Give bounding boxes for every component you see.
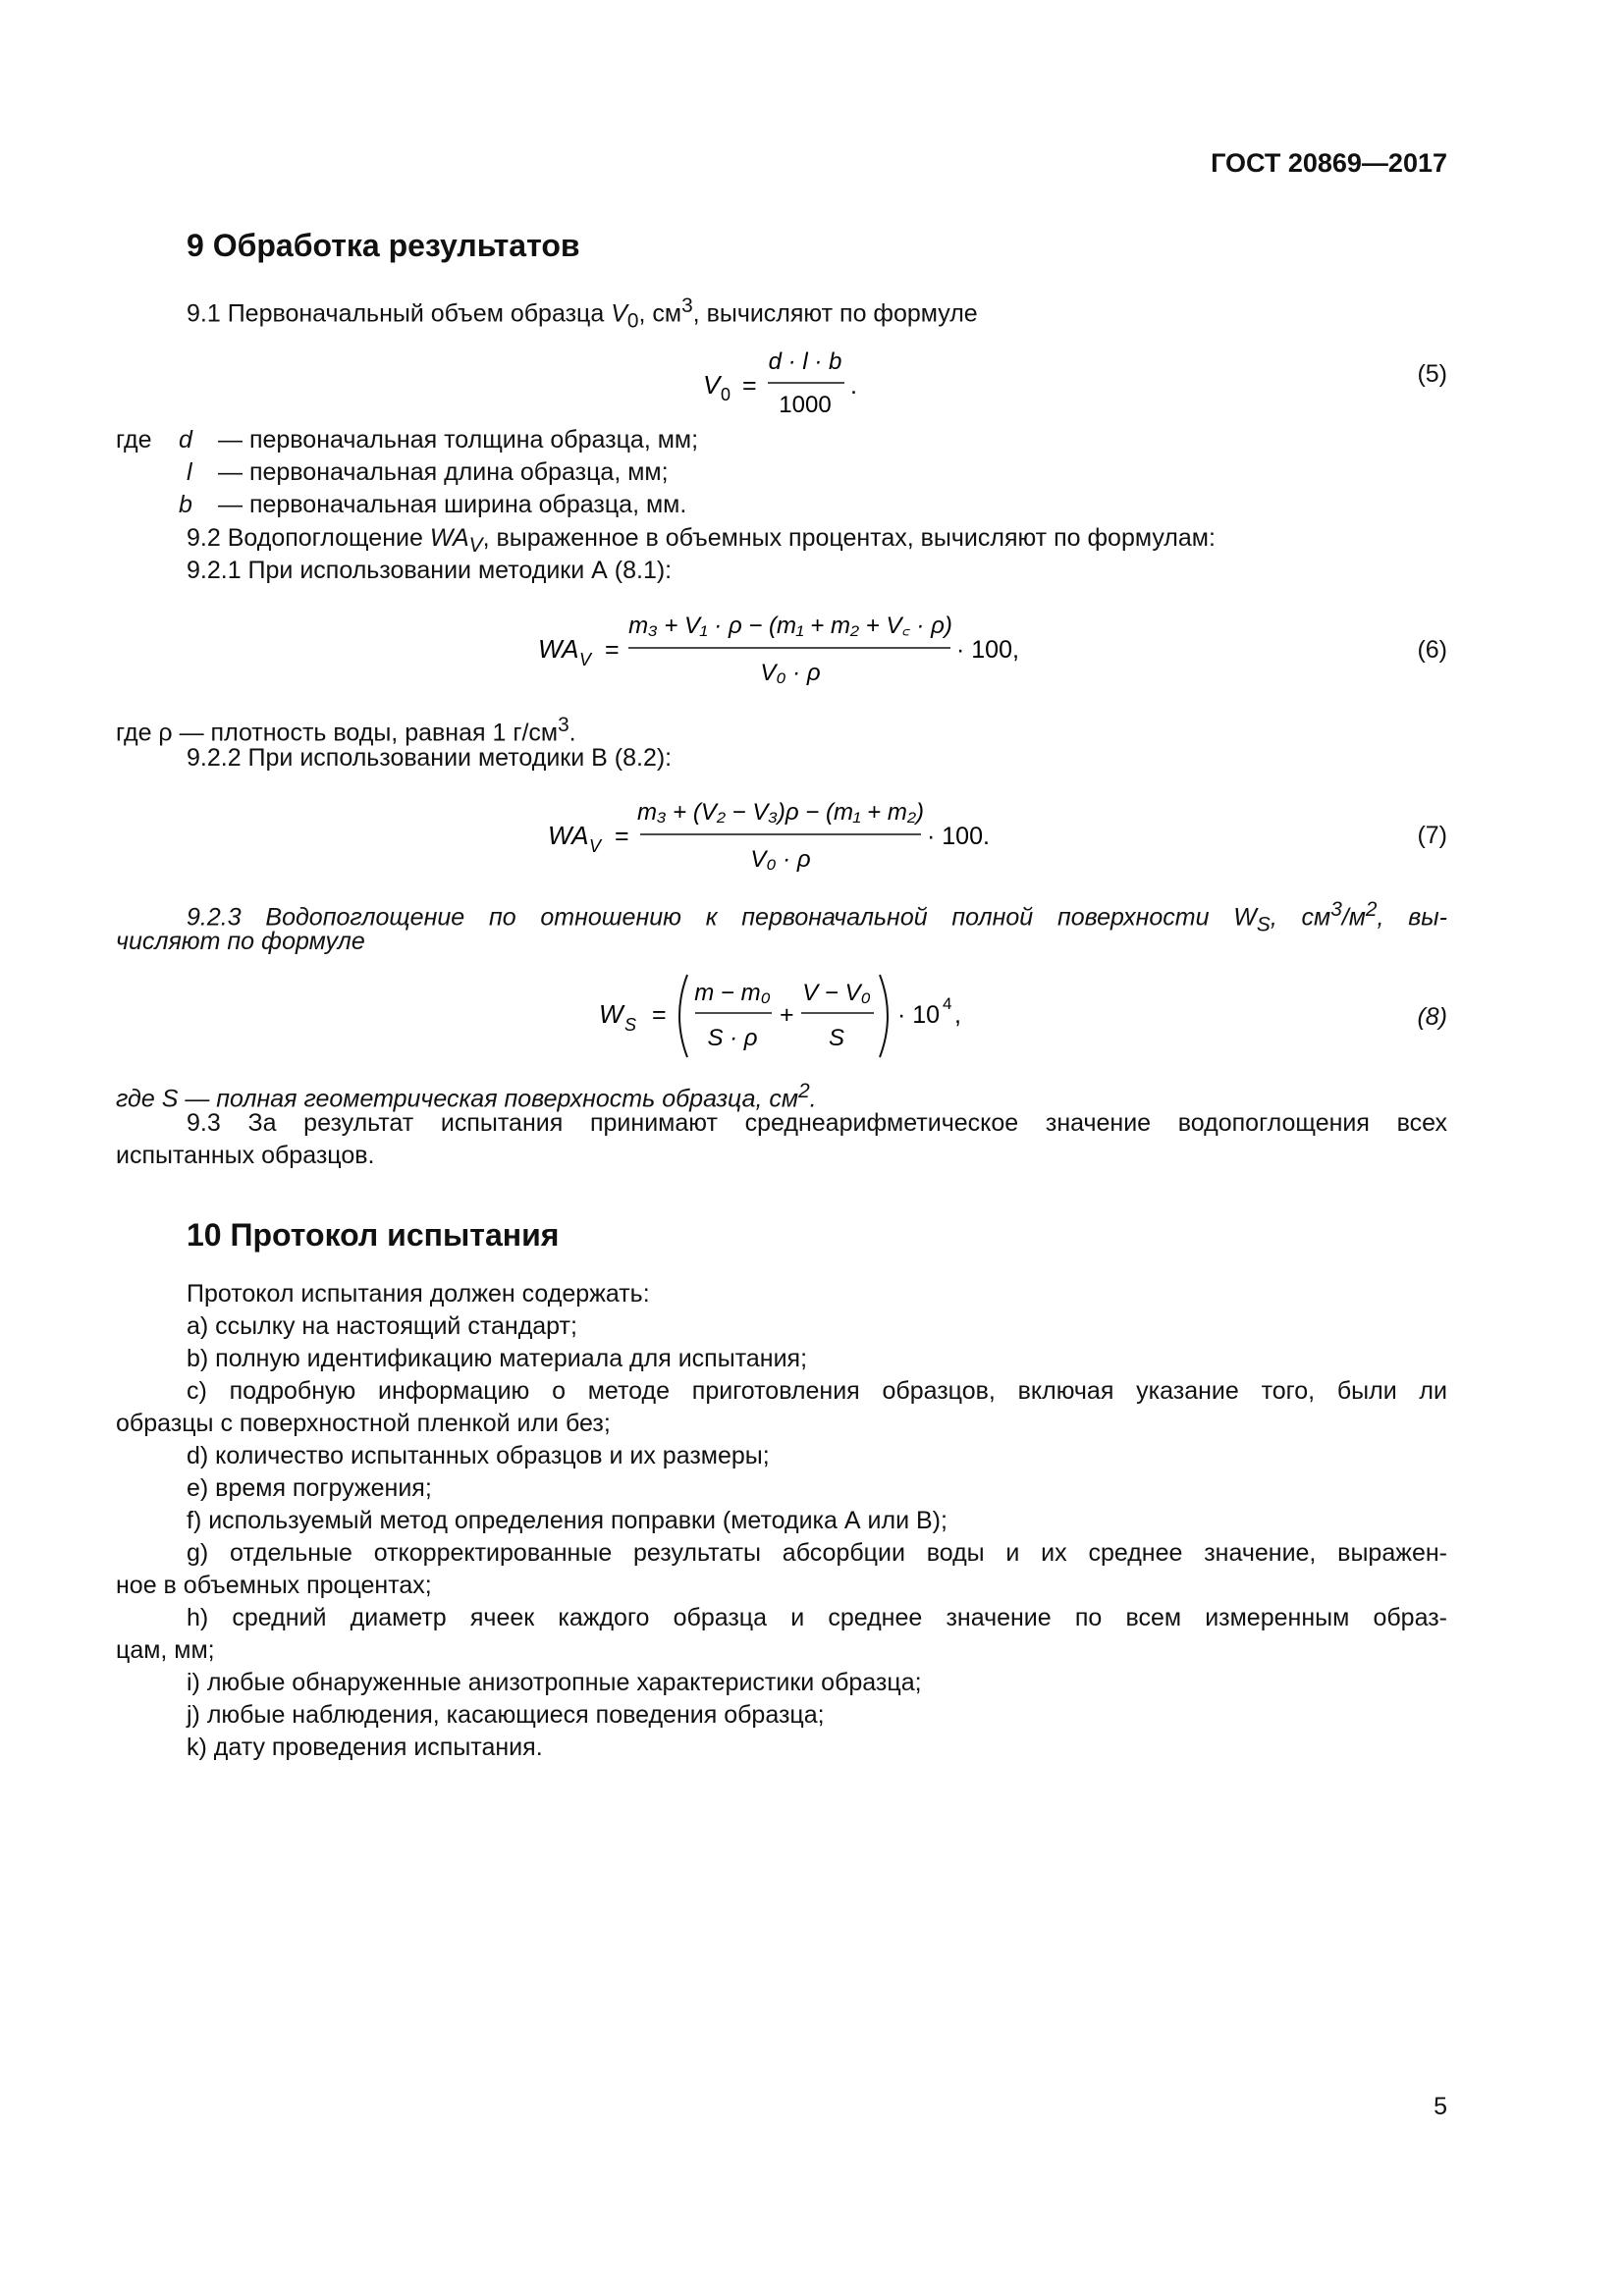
page-number: 5 xyxy=(1434,2093,1447,2120)
protocol-item-f: f) используемый метод определения поправки (методика А или В); xyxy=(187,1507,947,1534)
formula-8-numerator-2: V − V₀ xyxy=(802,980,871,1006)
formula-6-equals: = xyxy=(605,636,620,664)
paragraph-9-1: 9.1 Первоначальный объем образца $V_0$, $см^3$, вычисляют по формуле xyxy=(187,294,978,333)
formula-8 xyxy=(589,967,982,1065)
formula-7-numerator: m₃ + (V₂ − V₃)ρ − (m₁ + m₂) xyxy=(636,799,925,826)
formula-7-tail: · 100. xyxy=(927,823,990,850)
formula-8-denominator-2: S xyxy=(828,1025,845,1051)
where-5-text-l: — первоначальная длина образца, мм; xyxy=(218,458,669,486)
protocol-item-a: a) ссылку на настоящий стандарт; xyxy=(187,1312,577,1340)
formula-5-tail: . xyxy=(850,372,857,400)
section-10-title: 10 Протокол испытания xyxy=(187,1217,560,1253)
where-5-var-d: d xyxy=(179,426,192,454)
formula-8-lhs-sub: S xyxy=(624,1015,637,1035)
paragraph-9-3-line-1: 9.3 За результат испытания принимают среднеарифметическое значение водопоглощения всех xyxy=(187,1109,1447,1137)
formula-5 xyxy=(687,344,943,422)
formula-8-denominator-1: S · ρ xyxy=(707,1025,758,1051)
formula-8-tail: · 10 xyxy=(897,1001,941,1029)
where-6-rho: где ρ — плотность воды, равная 1 $г/см^3$. xyxy=(116,714,576,747)
formula-8-left-paren xyxy=(679,975,687,1057)
formula-7-lhs: WA xyxy=(548,821,589,850)
formula-5-equals: = xyxy=(742,372,757,400)
protocol-item-c-line-1: c) подробную информацию о методе приготовления образцов, включая указание того, были ли xyxy=(187,1377,1447,1405)
where-8-s: где S — полная геометрическая поверхность образца, $см^2$. xyxy=(116,1080,817,1113)
formula-6-lhs: WA xyxy=(538,634,579,664)
protocol-item-h-line-1: h) средний диаметр ячеек каждого образца и среднее значение по всем измеренным образ- xyxy=(187,1604,1447,1631)
protocol-item-d: d) количество испытанных образцов и их размеры; xyxy=(187,1442,770,1469)
protocol-intro: Протокол испытания должен содержать: xyxy=(187,1280,650,1308)
formula-6 xyxy=(530,604,1041,692)
equation-number-6: (6) xyxy=(1417,636,1447,664)
paragraph-9-2-3-line-1: 9.2.3 Водопоглощение по отношению к первоначальной полной поверхности $W_S$, $см^3/м^2$, вы- xyxy=(187,898,1447,936)
protocol-item-j: j) любые наблюдения, касающиеся поведения образца; xyxy=(187,1701,825,1729)
equation-number-8: (8) xyxy=(1417,1003,1447,1031)
protocol-item-g-line-2: ное в объемных процентах; xyxy=(116,1572,432,1599)
formula-8-exponent: 4 xyxy=(943,994,952,1013)
section-9-title: 9 Обработка результатов xyxy=(187,228,580,263)
protocol-item-i: i) любые обнаруженные анизотропные характеристики образца; xyxy=(187,1669,922,1696)
formula-5-numerator: d · l · b xyxy=(768,348,842,375)
where-5-text-d: — первоначальная толщина образца, мм; xyxy=(218,426,699,454)
paragraph-9-2-3-line-2: числяют по формуле xyxy=(116,928,365,955)
formula-8-right-paren xyxy=(880,975,888,1057)
paragraph-9-3-line-2: испытанных образцов. xyxy=(116,1142,375,1169)
formula-5-denominator: 1000 xyxy=(779,392,832,418)
formula-5-lhs-sub: 0 xyxy=(721,385,731,404)
protocol-item-e: e) время погружения; xyxy=(187,1474,432,1502)
where-5-text-b: — первоначальная ширина образца, мм. xyxy=(218,491,687,518)
formula-6-denominator: V₀ · ρ xyxy=(760,660,821,686)
formula-6-tail: · 100, xyxy=(956,636,1019,664)
formula-7-equals: = xyxy=(615,823,629,850)
paragraph-9-2-1: 9.2.1 При использовании методики А (8.1): xyxy=(187,557,673,584)
formula-8-numerator-1: m − m₀ xyxy=(694,980,771,1006)
formula-8-plus: + xyxy=(780,1001,794,1029)
protocol-item-k: k) дату проведения испытания. xyxy=(187,1734,543,1761)
formula-6-lhs-sub: V xyxy=(579,650,592,669)
formula-8-equals: = xyxy=(652,1001,667,1029)
protocol-item-b: b) полную идентификацию материала для испытания; xyxy=(187,1345,808,1372)
where-5-var-b: b xyxy=(179,491,192,518)
formula-5-lhs: V xyxy=(703,370,721,400)
protocol-item-c-line-2: образцы с поверхностной пленкой или без; xyxy=(116,1410,611,1437)
formula-8-lhs: W xyxy=(599,999,623,1029)
document-header: ГОСТ 20869—2017 xyxy=(1211,148,1447,178)
formula-7 xyxy=(540,790,1031,879)
where-5-var-l: l xyxy=(187,458,192,486)
formula-8-tail-comma: , xyxy=(954,1001,961,1029)
where-5-lead: где xyxy=(116,426,152,454)
paragraph-9-2: 9.2 Водопоглощение $WA_V$, выраженное в объемных процентах, вычисляют по формулам: xyxy=(187,524,1216,557)
equation-number-7: (7) xyxy=(1417,822,1447,849)
formula-6-numerator: m₃ + V₁ · ρ − (m₁ + m₂ + V꜀ · ρ) xyxy=(628,613,952,639)
equation-number-5: (5) xyxy=(1417,360,1447,388)
protocol-item-g-line-1: g) отдельные откорректированные результаты абсорбции воды и их среднее значение, выражен- xyxy=(187,1539,1447,1567)
paragraph-9-2-2: 9.2.2 При использовании методики В (8.2): xyxy=(187,744,673,772)
protocol-item-h-line-2: цам, мм; xyxy=(116,1636,215,1664)
formula-7-lhs-sub: V xyxy=(589,836,602,856)
formula-7-denominator: V₀ · ρ xyxy=(750,846,811,873)
